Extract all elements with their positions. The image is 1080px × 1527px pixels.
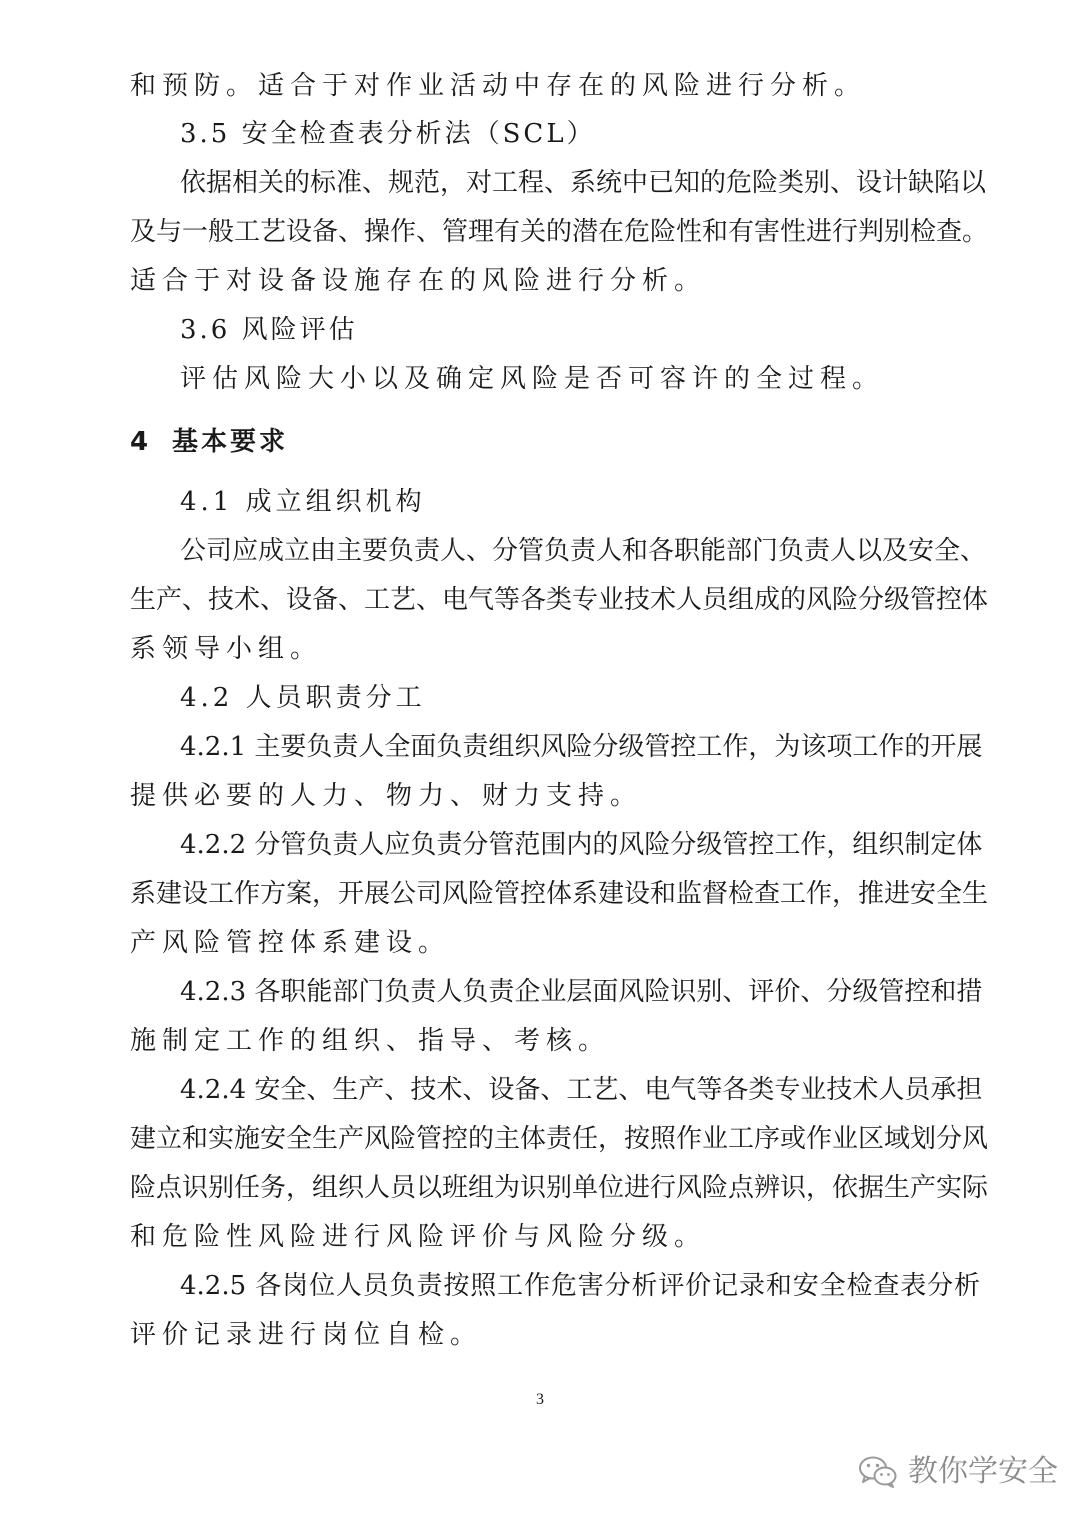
paragraph-line: 系建设工作方案，开展公司风险管控体系建设和监督检查工作，推进安全生 [130, 879, 989, 909]
paragraph-line: 4.2.3 各职能部门负责人负责企业层面风险识别、评价、分级管控和措 [180, 977, 983, 1007]
paragraph-line: 生产、技术、设备、工艺、电气等各类专业技术人员组成的风险分级管控体 [130, 585, 989, 615]
paragraph-line: 依据相关的标准、规范，对工程、系统中已知的危险类别、设计缺陷以 [180, 168, 987, 198]
paragraph-line: 产风险管控体系建设。 [130, 928, 451, 958]
watermark [858, 1452, 1058, 1492]
paragraph-line: 系领导小组。 [130, 634, 323, 664]
section-title: 基本要求 [172, 427, 289, 457]
subsection-3-5-title: 3.5 安全检查表分析法（SCL） [180, 119, 596, 149]
paragraph-line: 4.2.1 主要负责人全面负责组织风险分级管控工作，为该项工作的开展 [180, 732, 983, 762]
paragraph-line: 提供必要的人力、物力、财力支持。 [130, 781, 643, 811]
paragraph-line: 4.2.4 安全、生产、技术、设备、工艺、电气等各类专业技术人员承担 [180, 1075, 983, 1105]
paragraph-line: 评估风险大小以及确定风险是否可容许的全过程。 [180, 364, 885, 394]
paragraph-line: 施制定工作的组织、指导、考核。 [130, 1026, 611, 1056]
paragraph-line: 公司应成立由主要负责人、分管负责人和各职能部门负责人以及安全、 [180, 536, 987, 566]
page-number: 3 [536, 1391, 544, 1408]
subsection-4-1-title: 4.1 成立组织机构 [180, 487, 426, 517]
subsection-4-2-title: 4.2 人员职责分工 [180, 683, 426, 713]
paragraph-line: 险点识别任务，组织人员以班组为识别单位进行风险点辨识，依据生产实际 [130, 1173, 989, 1203]
subsection-3-6-title: 3.6 风险评估 [180, 315, 358, 345]
paragraph-line: 及与一般工艺设备、操作、管理有关的潜在危险性和有害性进行判别检查。 [130, 217, 989, 247]
paragraph-line: 和预防。适合于对作业活动中存在的风险进行分析。 [130, 71, 867, 101]
paragraph-line: 适合于对设备设施存在的风险进行分析。 [130, 266, 707, 296]
paragraph-line: 和危险性风险进行风险评价与风险分级。 [130, 1222, 707, 1252]
paragraph-line: 评价记录进行岗位自检。 [130, 1320, 483, 1350]
section-number: 4 [130, 427, 152, 457]
section-heading [130, 424, 288, 460]
watermark-text: 教你学安全 [908, 1454, 1058, 1489]
wechat-icon [858, 1455, 898, 1489]
paragraph-line: 4.2.5 各岗位人员负责按照工作危害分析评价记录和安全检查表分析 [180, 1271, 980, 1301]
paragraph-line: 建立和实施安全生产风险管控的主体责任，按照作业工序或作业区域划分风 [130, 1124, 989, 1154]
paragraph-line: 4.2.2 分管负责人应负责分管范围内的风险分级管控工作，组织制定体 [180, 830, 983, 860]
